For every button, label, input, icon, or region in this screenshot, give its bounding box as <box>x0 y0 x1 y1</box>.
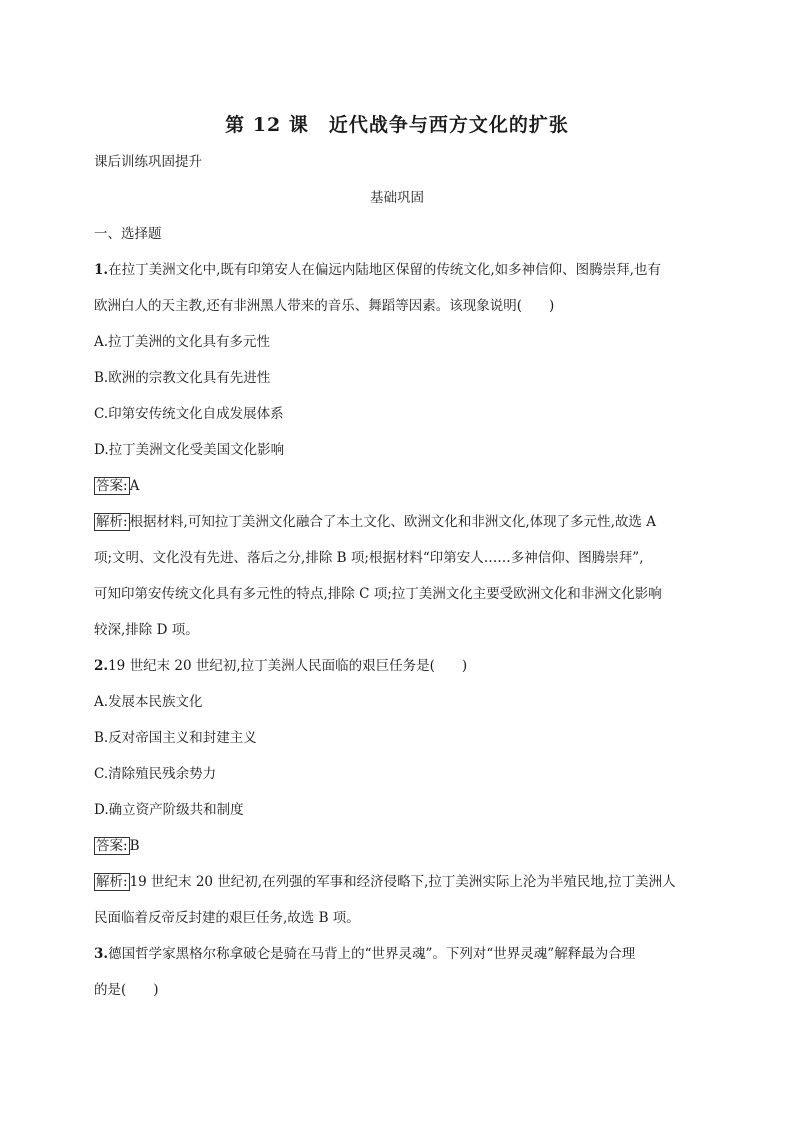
question-1-line-2: 欧洲白人的天主教,还有非洲黑人带来的音乐、舞蹈等因素。该现象说明( ) <box>94 298 555 314</box>
question-1-line-1: 1.在拉丁美洲文化中,既有印第安人在偏远内陆地区保留的传统文化,如多神信仰、图腾崇拜,也有 <box>94 262 661 278</box>
answer-label: 答案: <box>96 838 128 854</box>
question-1-analysis-line-4: 较深,排除 D 项。 <box>94 622 199 638</box>
question-3-line-2: 的是( ) <box>94 982 159 998</box>
analysis-label: 解析: <box>96 874 128 890</box>
section-heading: 基础巩固 <box>370 190 424 206</box>
question-1-number: 1. <box>94 262 109 278</box>
page-title: 第 12 课 近代战争与西方文化的扩张 <box>225 114 569 136</box>
question-2-answer: 答案: B <box>96 838 140 854</box>
question-1-option-c: C.印第安传统文化自成发展体系 <box>94 406 284 422</box>
question-3-number: 3. <box>94 946 109 962</box>
answer-label: 答案: <box>96 478 128 494</box>
question-2-analysis-line-1: 解析: 19 世纪末 20 世纪初,在列强的军事和经济侵略下,拉丁美洲实际上沦为半殖民地,拉丁美洲人 <box>96 874 676 890</box>
question-1-option-b: B.欧洲的宗教文化具有先进性 <box>94 370 271 386</box>
question-3-line-1: 3.德国哲学家黑格尔称拿破仑是骑在马背上的“世界灵魂”。下列对“世界灵魂”解释最为合理 <box>94 946 636 962</box>
question-2-option-c: C.清除殖民残余势力 <box>94 766 217 782</box>
question-2-option-b: B.反对帝国主义和封建主义 <box>94 730 257 746</box>
question-2-analysis-line-2: 民面临着反帝反封建的艰巨任务,故选 B 项。 <box>94 910 360 926</box>
question-1-analysis-line-2: 项;文明、文化没有先进、落后之分,排除 B 项;根据材料“印第安人……多神信仰、图腾崇拜”, <box>94 550 644 566</box>
question-2-number: 2. <box>94 658 109 674</box>
part-heading: 一、选择题 <box>94 226 162 242</box>
question-2-option-d: D.确立资产阶级共和制度 <box>94 802 244 818</box>
question-2-option-a: A.发展本民族文化 <box>94 694 203 710</box>
analysis-label: 解析: <box>96 514 128 530</box>
question-1-option-a: A.拉丁美洲的文化具有多元性 <box>94 334 271 350</box>
question-2-line-1: 2.19 世纪末 20 世纪初,拉丁美洲人民面临的艰巨任务是( ) <box>94 658 468 674</box>
question-1-analysis-line-1: 解析: 根据材料,可知拉丁美洲文化融合了本土文化、欧洲文化和非洲文化,体现了多元性,故选 A <box>96 514 656 530</box>
subtitle: 课后训练巩固提升 <box>94 154 202 170</box>
question-1-option-d: D.拉丁美洲文化受美国文化影响 <box>94 442 285 458</box>
question-1-answer: 答案: A <box>96 478 140 494</box>
question-1-analysis-line-3: 可知印第安传统文化具有多元性的特点,排除 C 项;拉丁美洲文化主要受欧洲文化和非洲文化影响 <box>94 586 662 602</box>
